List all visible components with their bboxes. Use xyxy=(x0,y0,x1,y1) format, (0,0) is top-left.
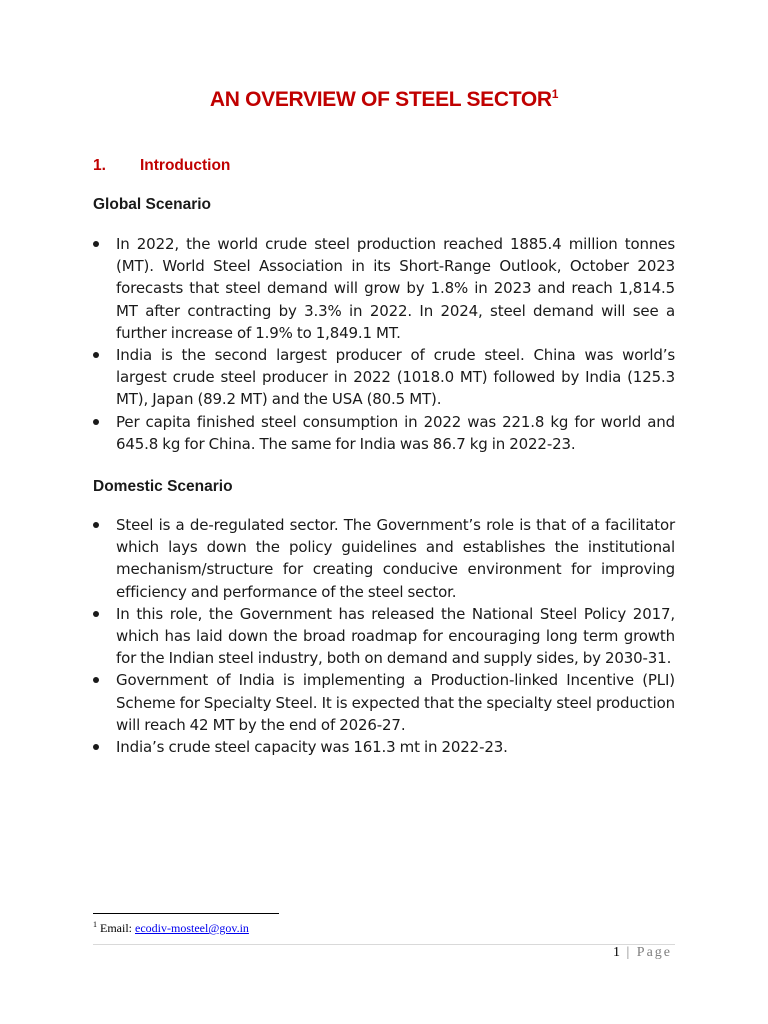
page-word: Page xyxy=(636,945,672,960)
page-footer-divider xyxy=(93,944,675,945)
bullet-icon xyxy=(93,611,99,617)
bullet-icon xyxy=(93,677,99,683)
section-label: Introduction xyxy=(140,157,231,174)
list-item-text: India is the second largest producer of crude steel. China was world’s largest crude steel producer in 2022 (1018.0 MT) followed by India (125.3 MT), Japan (89.2 MT) and the USA (80.5 MT). xyxy=(116,346,675,409)
list-item xyxy=(93,736,675,758)
footnote xyxy=(93,920,249,936)
title-text: AN OVERVIEW OF STEEL SECTOR xyxy=(209,88,552,111)
bullet-icon xyxy=(93,419,99,425)
bullet-icon xyxy=(93,241,99,247)
footnote-marker: 1 xyxy=(93,920,97,929)
domestic-scenario-heading: Domestic Scenario xyxy=(93,478,233,495)
title-footnote-ref[interactable]: 1 xyxy=(551,87,559,101)
list-item xyxy=(93,669,675,736)
page-footer xyxy=(613,945,672,961)
section-heading xyxy=(93,157,230,175)
list-item-text: In 2022, the world crude steel production reached 1885.4 million tonnes (MT). World Steel Association in its Short-Range Outlook, October 2023 forecasts that steel demand will grow by 1.8% in 2023 and reach 1,814.5 MT after contracting by 3.3% in 2022. In 2024, steel demand will see a further increase of 1.9% to 1,849.1 MT. xyxy=(116,235,675,342)
bullet-icon xyxy=(93,522,99,528)
list-item-text: India’s crude steel capacity was 161.3 mt in 2022-23. xyxy=(116,738,508,757)
list-item xyxy=(93,233,675,344)
list-item-text: Government of India is implementing a Production-linked Incentive (PLI) Scheme for Specialty Steel. It is expected that the specialty steel production will reach 42 MT by the end of 2026-27. xyxy=(116,671,675,734)
page-number: 1 xyxy=(612,945,621,960)
list-item xyxy=(93,514,675,603)
list-item-text: Per capita finished steel consumption in 2022 was 221.8 kg for world and 645.8 kg for China. The same for India was 86.7 kg in 2022-23. xyxy=(116,412,675,453)
document-title xyxy=(0,88,768,112)
global-scenario-heading: Global Scenario xyxy=(93,196,212,213)
list-item-text: Steel is a de-regulated sector. The Government’s role is that of a facilitator which lays down the policy guidelines and establishes the institutional mechanism/structure for creating conducive environment for improving efficiency and performance of the steel sector. xyxy=(116,516,675,601)
footnote-email-link[interactable]: ecodiv-mosteel@gov.in xyxy=(135,921,249,935)
bullet-icon xyxy=(93,744,99,750)
global-bullet-list xyxy=(93,233,675,455)
footnote-label: Email: xyxy=(100,921,132,935)
bullet-icon xyxy=(93,352,99,358)
footnote-divider xyxy=(93,913,279,914)
section-number: 1. xyxy=(93,157,106,174)
list-item xyxy=(93,344,675,411)
page-separator: | xyxy=(626,945,632,960)
list-item xyxy=(93,411,675,455)
list-item-text: In this role, the Government has released the National Steel Policy 2017, which has laid down the broad roadmap for encouraging long term growth for the Indian steel industry, both on demand and supply sides, by 2030-31. xyxy=(116,604,675,668)
list-item xyxy=(93,603,675,670)
domestic-bullet-list xyxy=(93,514,675,758)
